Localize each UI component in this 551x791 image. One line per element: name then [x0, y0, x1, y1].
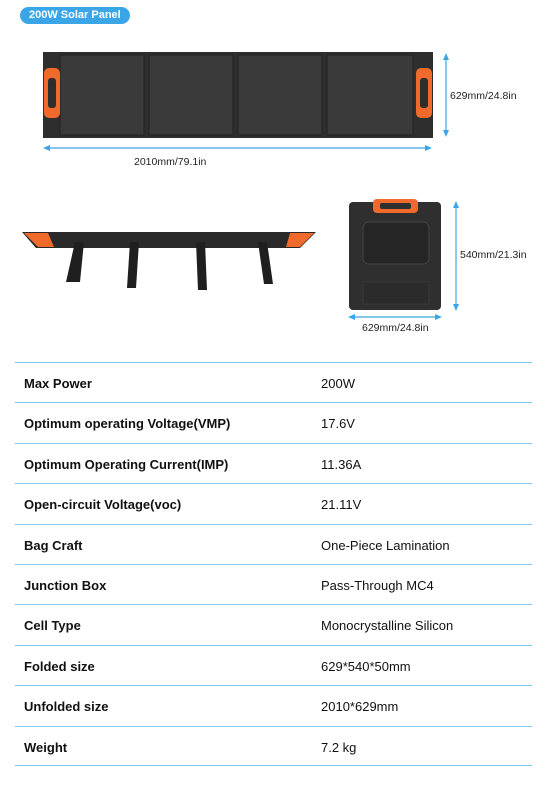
spec-label: Weight	[24, 739, 68, 755]
spec-value: 629*540*50mm	[321, 658, 411, 674]
product-illustration	[0, 0, 551, 360]
folded-case	[349, 199, 441, 310]
folded-width-label: 629mm/24.8in	[362, 322, 429, 334]
unfolded-panel	[43, 52, 433, 138]
unfolded-width-label: 2010mm/79.1in	[134, 156, 207, 168]
product-title-badge: 200W Solar Panel	[20, 7, 130, 24]
spec-value: 11.36A	[321, 456, 362, 472]
spec-row	[15, 483, 532, 523]
spec-label: Bag Craft	[24, 537, 83, 553]
spec-row	[15, 726, 532, 766]
spec-value: 7.2 kg	[321, 739, 357, 755]
spec-value: Pass-Through MC4	[321, 577, 434, 593]
spec-row	[15, 524, 532, 564]
spec-value: 21.11V	[321, 497, 362, 513]
specification-table	[15, 362, 532, 766]
unfolded-height-label: 629mm/24.8in	[450, 90, 517, 102]
spec-value: One-Piece Lamination	[321, 537, 450, 553]
spec-row	[15, 362, 532, 402]
spec-row	[15, 645, 532, 685]
spec-label: Junction Box	[24, 577, 107, 593]
spec-label: Cell Type	[24, 618, 81, 634]
spec-value: 17.6V	[321, 416, 355, 432]
spec-row	[15, 564, 532, 604]
spec-label: Unfolded size	[24, 699, 109, 715]
spec-row	[15, 443, 532, 483]
folded-height-label: 540mm/21.3in	[460, 249, 527, 261]
spec-row	[15, 402, 532, 442]
spec-label: Open-circuit Voltage(voc)	[24, 497, 182, 513]
panel-side-view	[22, 232, 316, 290]
spec-value: 2010*629mm	[321, 699, 399, 715]
spec-label: Optimum operating Voltage(VMP)	[24, 416, 231, 432]
spec-row	[15, 685, 532, 725]
spec-value: Monocrystalline Silicon	[321, 618, 454, 634]
spec-label: Optimum Operating Current(IMP)	[24, 456, 229, 472]
spec-value: 200W	[321, 376, 355, 391]
spec-row	[15, 604, 532, 644]
spec-label: Max Power	[24, 376, 92, 391]
spec-label: Folded size	[24, 658, 95, 674]
